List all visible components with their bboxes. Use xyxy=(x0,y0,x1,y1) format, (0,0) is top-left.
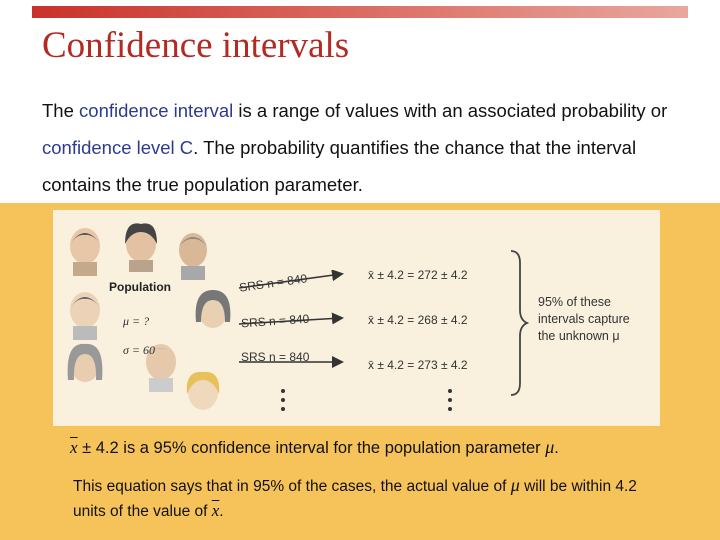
note-text-2: will be within 4.2 units of the value of xyxy=(73,478,637,520)
person-face-icon xyxy=(193,288,233,340)
ci-illustration xyxy=(53,210,660,426)
srs-label-1: SRS n = 840 xyxy=(238,271,309,295)
title-accent-bar xyxy=(32,6,688,18)
mu-symbol: μ xyxy=(510,475,520,495)
interval-1: x̄ ± 4.2 = 272 ± 4.2 xyxy=(368,268,468,282)
capture-note xyxy=(538,294,630,345)
sigma-label: σ = 60 xyxy=(123,343,156,357)
ci-statement xyxy=(70,437,559,458)
person-face-icon xyxy=(65,226,105,276)
intro-text-1: The xyxy=(42,100,80,121)
slide-title: Confidence intervals xyxy=(42,25,350,66)
more-samples-dots xyxy=(278,386,288,416)
mu-symbol: μ xyxy=(545,437,555,457)
person-face-icon xyxy=(65,288,105,340)
intro-text-2: is a range of values with an associated probability or xyxy=(233,100,668,121)
interval-2: x̄ ± 4.2 = 268 ± 4.2 xyxy=(368,313,468,327)
srs-label-3: SRS n = 840 xyxy=(241,350,310,364)
person-face-icon xyxy=(173,230,213,280)
intro-highlight-level: confidence level C xyxy=(42,137,194,158)
xbar-symbol: $\overline{x}$ xyxy=(70,438,78,457)
population-label: Population xyxy=(109,280,171,294)
capture-line-3: the unknown μ xyxy=(538,329,620,343)
capture-line-2: intervals capture xyxy=(538,312,630,326)
capture-line-1: 95% of these xyxy=(538,295,611,309)
person-face-icon xyxy=(65,342,105,394)
ci-statement-text: ± 4.2 is a 95% confidence interval for the population parameter xyxy=(77,439,546,457)
person-face-icon xyxy=(183,370,223,422)
intro-text-3: . The probability quantifies the chance that the interval contains the true population parameter. xyxy=(42,137,637,195)
person-face-icon xyxy=(121,222,161,272)
intro-paragraph xyxy=(42,92,692,203)
interval-3: x̄ ± 4.2 = 273 ± 4.2 xyxy=(368,358,468,372)
srs-label-2: SRS n = 840 xyxy=(240,311,310,331)
xbar-symbol: $\overline{x}$ xyxy=(211,501,220,520)
explanation-note xyxy=(73,473,673,524)
note-text-end: . xyxy=(219,503,224,520)
note-text-1: This equation says that in 95% of the cases, the actual value of xyxy=(73,478,511,495)
mu-label: μ = ? xyxy=(123,314,150,328)
curly-brace xyxy=(508,248,530,398)
more-intervals-dots xyxy=(445,386,455,416)
intro-highlight-ci: confidence interval xyxy=(79,100,234,121)
ci-statement-end: . xyxy=(554,439,559,457)
